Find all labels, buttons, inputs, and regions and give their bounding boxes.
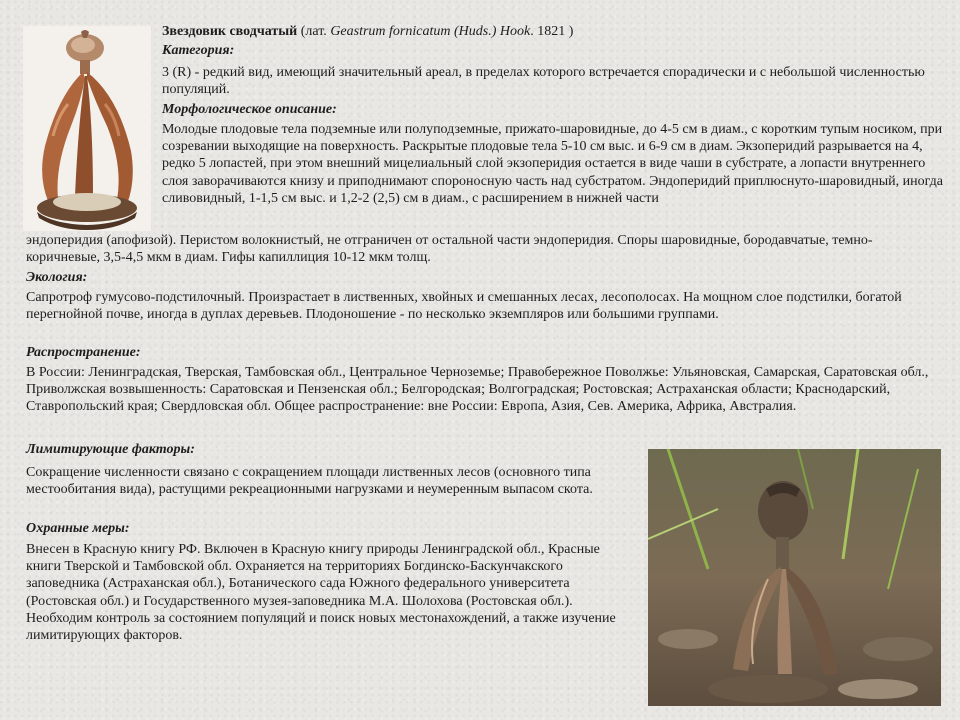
protection-text: Внесен в Красную книгу РФ. Включен в Красную книгу природы Ленинградской обл., Красные книги Тверской и Тамбовской обл. Охраняется на территориях Богдинско-Баскунчакского заповедника (Астраханская обл.), Ботанического сада Южного федерального университета (Ростовская обл.) и Государственного музея-заповедника М.А. Шолохова (Ростовская обл.). Необходим контроль за состоянием популяций и поиск новых местонахождений, а также изучение лимитирующих факторов. xyxy=(26,542,616,644)
distribution-heading: Распространение: xyxy=(26,345,141,360)
morphology-heading: Морфологическое описание: xyxy=(162,102,337,117)
mushroom-photo xyxy=(648,449,941,706)
morphology-text-indented: Молодые плодовые тела подземные или полуподземные, прижато-шаровидные, до 4-5 см в диам., с коротким тупым носиком, при созревании выходящие на поверхность. Раскрытые плодовые тела 5-10 см выс. и 6-9 см в диам. Экзоперидий разрывается на 4, редко 5 лопастей, при этом внешний мицелиальный слой экзоперидия остается в виде чаши в субстрате, а лопасти внутреннего слоя заворачиваются книзу и приподнимают спороносную часть над субстратом. Эндоперидий приплюснуто-шаровидный, иногда сливовидный, 1-1,5 см выс. и 1,2-2 (2,5) см в диам., с расширением в нижней части xyxy=(162,122,943,206)
ecology-text: Сапротроф гумусово-подстилочный. Произрастает в лиственных, хвойных и смешанных лесах, лесополосах. На мощном слое подстилки, богатой перегнойной почве, иногда в дуплах деревьев. Плодоношение - по несколько экземпляров или большими группами. xyxy=(26,290,902,323)
species-title-line xyxy=(162,23,573,40)
category-heading: Категория: xyxy=(162,43,235,58)
limiting-text: Сокращение численности связано с сокращением площади лиственных лесов (основного типа местообитания вида), растущими рекреационными нагрузками и неумеренным выпасом скота. xyxy=(26,465,593,498)
latin-suffix: . 1821 ) xyxy=(530,24,574,39)
mushroom-illustration xyxy=(23,26,151,231)
latin-prefix: (лат. xyxy=(297,24,331,39)
protection-heading: Охранные меры: xyxy=(26,521,130,536)
limiting-heading: Лимитирующие факторы: xyxy=(26,442,195,457)
category-text: 3 (R) - редкий вид, имеющий значительный ареал, в пределах которого встречается спорадически и с небольшой численностью популяций. xyxy=(162,65,925,98)
latin-name: Geastrum fornicatum (Huds.) Hook xyxy=(330,24,531,39)
species-title: Звездовик сводчатый xyxy=(162,24,298,39)
ecology-heading: Экология: xyxy=(26,270,88,285)
distribution-text: В России: Ленинградская, Тверская, Тамбовская обл., Центральное Черноземье; Правобережное Поволжье: Ульяновская, Самарская, Саратовская обл., Приволжская возвышенность: Саратовская и Пензенская обл.; Белгородская; Волгоградская; Ростовская; Астраханская области; Краснодарский, Ставропольский края; Свердловская обл. Общее распространение: вне России: Европа, Азия, Сев. Америка, Африка, Австралия. xyxy=(26,365,929,415)
morphology-text-full: эндоперидия (апофизой). Перистом волокнистый, не отграничен от остальной части эндоперидия. Споры шаровидные, бородавчатые, темно-коричневые, 3,5-4,5 мкм в диам. Гифы капиллиция 10-12 мкм толщ. xyxy=(26,233,873,266)
